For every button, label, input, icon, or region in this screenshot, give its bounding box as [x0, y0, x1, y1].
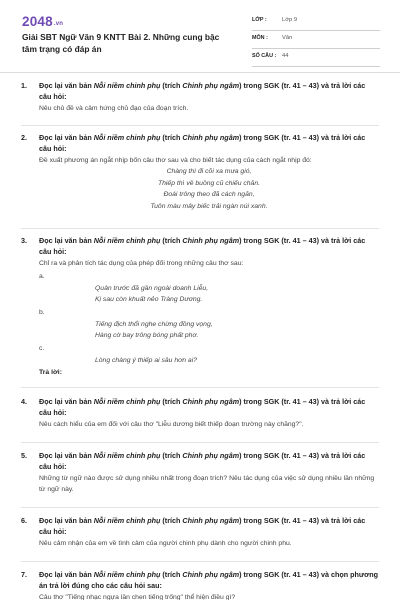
question-prompt: Đọc lại văn bản Nỗi niềm chinh phụ (trích Chinh phụ ngâm) trong SGK (tr. 41 – 43) và trả lời các câu hỏi: — [39, 516, 366, 536]
question-text: Nêu cách hiểu của em đối với câu thơ "Liễu dương biết thiếp đoạn trường này chăng?". — [39, 421, 304, 428]
question-number: 7. — [21, 570, 27, 579]
item-letter-c: c. — [39, 345, 45, 352]
meta-value: 44 — [282, 53, 289, 59]
question-text: Những từ ngữ nào được sử dụng nhiều nhất trong đoạn trích? Nêu tác dụng của việc sử dụng nhiều lần những từ ngữ này. — [39, 475, 375, 493]
question-divider — [21, 125, 379, 126]
question-number: 1. — [21, 81, 27, 90]
question-prompt: Đọc lại văn bản Nỗi niềm chinh phụ (trích Chinh phụ ngâm) trong SGK (tr. 41 – 43) và trả lời các câu hỏi: — [39, 236, 366, 256]
question-prompt: Đọc lại văn bản Nỗi niềm chinh phụ (trích Chinh phụ ngâm) trong SGK (tr. 41 – 43) và trả lời các câu hỏi: — [39, 397, 366, 417]
question-divider — [21, 507, 379, 508]
question-prompt: Đọc lại văn bản Nỗi niềm chinh phụ (trích Chinh phụ ngâm) trong SGK (tr. 41 – 43) và trả lời các câu hỏi: — [39, 81, 366, 101]
question-prompt: Đọc lại văn bản Nỗi niềm chinh phụ (trích Chinh phụ ngâm) trong SGK (tr. 41 – 43) và trả lời các câu hỏi: — [39, 133, 366, 153]
meta-row-count — [252, 51, 380, 67]
question-body — [39, 516, 379, 549]
question-body — [39, 397, 379, 430]
item-letter-a: a. — [39, 273, 45, 280]
meta-value: Lớp 9 — [282, 17, 298, 23]
poem-line: Tuôn màu mây biếc trải ngàn núi xanh. — [150, 202, 268, 210]
meta-row-subject — [252, 33, 380, 49]
question-text: Nêu chủ đề và cảm hứng chủ đạo của đoạn trích. — [39, 105, 189, 112]
question-body — [39, 81, 379, 114]
poem-line: Chàng thì đi cõi xa mưa gió, — [166, 168, 252, 175]
question-number: 5. — [21, 451, 27, 460]
page-title: Giải SBT Ngữ Văn 9 KNTT Bài 2. Những cung bậc tâm trạng có đáp án — [22, 32, 220, 54]
poem-line: Thiếp thì về buồng cũ chiếu chăn. — [157, 179, 261, 187]
question-text: Câu thơ "Tiếng nhạc ngựa lần chen tiếng trống" thể hiện điều gì? — [39, 594, 236, 600]
meta-value: Văn — [282, 35, 293, 41]
question-number: 4. — [21, 397, 27, 406]
question-divider — [21, 561, 379, 562]
question-prompt: Đọc lại văn bản Nỗi niềm chinh phụ (trích Chinh phụ ngâm) trong SGK (tr. 41 – 43) và trả lời các câu hỏi: — [39, 451, 366, 471]
question-number: 3. — [21, 236, 27, 245]
meta-info — [252, 15, 380, 69]
question-number: 2. — [21, 133, 27, 142]
meta-label: LỚP : — [252, 17, 267, 23]
question-text: Chỉ ra và phân tích tác dụng của phép đối trong những câu thơ sau: — [39, 260, 244, 267]
question-text: Nêu cảm nhận của em về tình cảm của người chinh phụ dành cho người chinh phu. — [39, 540, 292, 547]
verse-line: Kị sau còn khuất nẻo Tràng Dương. — [95, 296, 203, 303]
meta-label: SỐ CÂU : — [252, 53, 277, 59]
verse-line: Tiếng địch thổi nghe chừng đồng vọng, — [95, 321, 213, 328]
question-body — [39, 133, 379, 212]
question-body — [39, 236, 379, 376]
verse-line: Hàng cờ bay trông bóng phất phơ. — [95, 332, 199, 339]
question-body — [39, 451, 379, 495]
question-divider — [21, 387, 379, 388]
meta-label: MÔN : — [252, 35, 268, 41]
item-letter-b: b. — [39, 309, 45, 316]
question-body — [39, 570, 379, 600]
verse-line: Lòng chàng ý thiếp ai sầu hơn ai? — [95, 357, 197, 364]
header-divider — [0, 72, 400, 73]
site-logo[interactable] — [22, 14, 63, 29]
meta-row-class — [252, 15, 380, 31]
question-divider — [21, 228, 379, 229]
logo-tld: .vn — [53, 21, 64, 27]
question-prompt: Đọc lại văn bản Nỗi niềm chinh phụ (trích Chinh phụ ngâm) trong SGK (tr. 41 – 43) và chọn phương án trả lời đúng cho các câu hỏi sau: — [39, 570, 378, 590]
verse-line: Quân trước đã gần ngoài doanh Liễu, — [95, 285, 209, 292]
answer-label: Trả lời: — [39, 369, 62, 376]
question-number: 6. — [21, 516, 27, 525]
question-divider — [21, 442, 379, 443]
logo-text: 2048 — [22, 14, 53, 29]
question-text: Đề xuất phương án ngắt nhịp bốn câu thơ sau và cho biết tác dụng của cách ngắt nhịp đó: — [39, 157, 312, 164]
poem-line: Đoái trông theo đã cách ngăn, — [163, 191, 255, 198]
page-header — [0, 0, 400, 63]
poem-excerpt — [39, 166, 379, 212]
